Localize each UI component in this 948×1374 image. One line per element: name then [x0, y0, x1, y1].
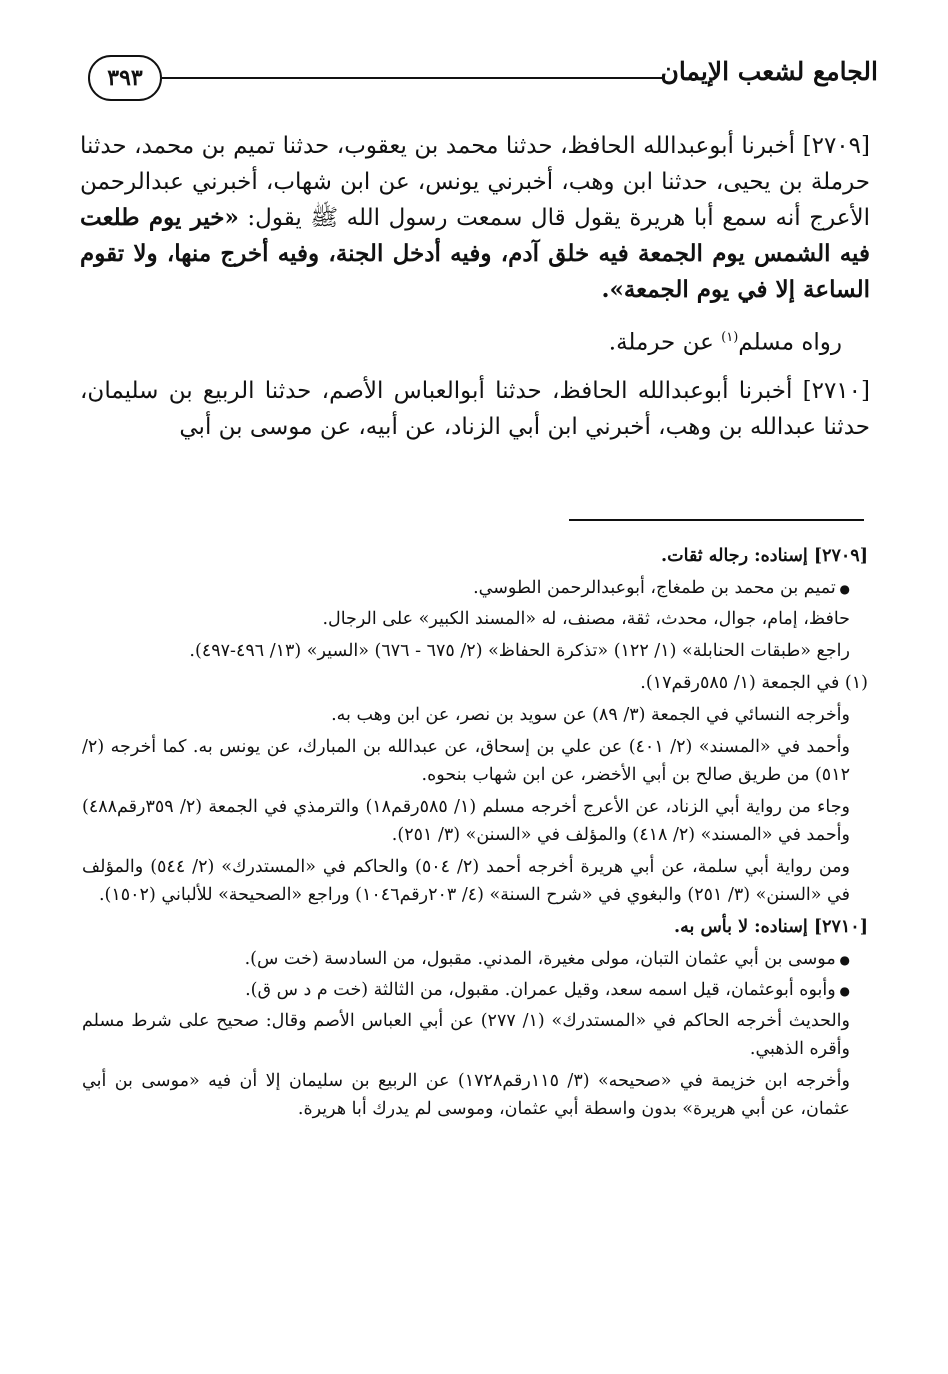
header-rule — [162, 77, 663, 79]
riwaya-text-b: عن حرملة. — [608, 329, 714, 356]
footnote-1-line: وأخرجه النسائي في الجمعة (٣/ ٨٩) عن سويد بن نصر، عن ابن وهب به. — [331, 705, 850, 725]
page-header — [88, 55, 878, 107]
note-2710-narrator: ● وأبوه أبوعثمان، قيل اسمه سعد، وقيل عمران. مقبول، من الثالثة (خت م د س ق). — [82, 976, 868, 1005]
note-2710-line: وأخرجه ابن خزيمة في «صحيحه» (٣/ ١١٥رقم١٧٢٨) عن الربيع بن سليمان إلا أن فيه «موسى بن أبي عثمان، عن أبي هريرة» بدون واسطة أبي عثمان، وموسى لم يدرك أبا هريرة. — [82, 1071, 850, 1119]
hadith-2709-matn: «خير يوم طلعت فيه الشمس يوم الجمعة فيه خلق آدم، وفيه أدخل الجنة، وفيه أخرج منها، ولا تقوم الساعة إلا في يوم الجمعة». — [80, 204, 870, 303]
footnote-1-line: وجاء من رواية أبي الزناد، عن الأعرج أخرجه مسلم (١/ ٥٨٥رقم١٨) والترمذي في الجمعة (٢/ ٣٥٩رقم٤٨٨) وأحمد في «المسند» (٢/ ٤١٨) والمؤلف في «السنن» (٣/ ٢٥١). — [82, 797, 850, 845]
footnote-1-line: ومن رواية أبي سلمة، عن أبي هريرة أخرجه أحمد (٢/ ٥٠٤) والحاكم في «المستدرك» (٢/ ٥٤٤) والمؤلف في «السنن» (٣/ ٢٥١) والبغوي في «شرح السنة» (٤/ ٢٠٣رقم١٠٤٦) وراجع «الصحيحة» للألباني (١٥٠٢). — [82, 857, 850, 905]
riwaya-text-a: رواه مسلم — [738, 329, 842, 356]
footnote-1-line: وأحمد في «المسند» (٢/ ٤٠١) عن علي بن إسحاق، عن عبدالله بن المبارك، عن يونس به. كما أخرجه (٢/ ٥١٢) من طريق صالح بن أبي الأخضر، عن ابن شهاب بنحوه. — [82, 737, 850, 785]
note-2710-heading: [٢٧١٠] إسناده: لا بأس به. — [674, 917, 868, 937]
footnotes — [82, 542, 868, 1127]
hadith-2710: [٢٧١٠] أخبرنا أبوعبدالله الحافظ، حدثنا أبوالعباس الأصم، حدثنا الربيع بن سليمان، حدثنا عبدالله بن وهب، أخبرني ابن أبي الزناد، عن أبيه، عن موسى بن أبي — [80, 377, 870, 440]
book-title: الجامع لشعب الإيمان — [660, 57, 878, 86]
footnote-separator — [569, 519, 864, 521]
note-2710-line: والحديث أخرجه الحاكم في «المستدرك» (١/ ٢٧٧) عن أبي العباس الأصم وقال: صحيح على شرط مسلم وأقره الذهبي. — [82, 1011, 850, 1059]
note-2710-narrator: ● موسى بن أبي عثمان التبان، مولى مغيرة، المدني. مقبول، من السادسة (خت س). — [82, 945, 868, 974]
main-text — [80, 128, 870, 457]
note-2709-heading: [٢٧٠٩] إسناده: رجاله ثقات. — [661, 546, 868, 566]
note-2709-line: حافظ، إمام، جوال، محدث، ثقة، مصنف، له «المسند الكبير» على الرجال. — [322, 609, 850, 629]
hadith-2709 — [80, 128, 870, 308]
hadith-2709-riwaya — [80, 320, 870, 361]
page-number: ٣٩٣ — [88, 55, 162, 101]
hadith-2709-isnad: [٢٧٠٩] أخبرنا أبوعبدالله الحافظ، حدثنا محمد بن يعقوب، حدثنا تميم بن محمد، حدثنا حرملة بن يحيى، حدثنا ابن وهب، أخبرني يونس، عن ابن شهاب، أخبرني عبدالرحمن الأعرج أنه سمع أبا هريرة يقول قال سمعت رسول الله ﷺ يقول: — [80, 133, 870, 231]
footnote-1-heading: (١) في الجمعة (١/ ٥٨٥رقم١٧). — [640, 673, 868, 693]
note-2709-line: راجع «طبقات الحنابلة» (١/ ١٢٢) «تذكرة الحفاظ» (٢/ ٦٧٥ - ٦٧٦) «السير» (١٣/ ٤٩٦-٤٩٧). — [189, 641, 850, 661]
footnote-marker: (١) — [721, 330, 739, 345]
note-2709-narrator: ● تميم بن محمد بن طمغاج، أبوعبدالرحمن الطوسي. — [82, 574, 868, 603]
